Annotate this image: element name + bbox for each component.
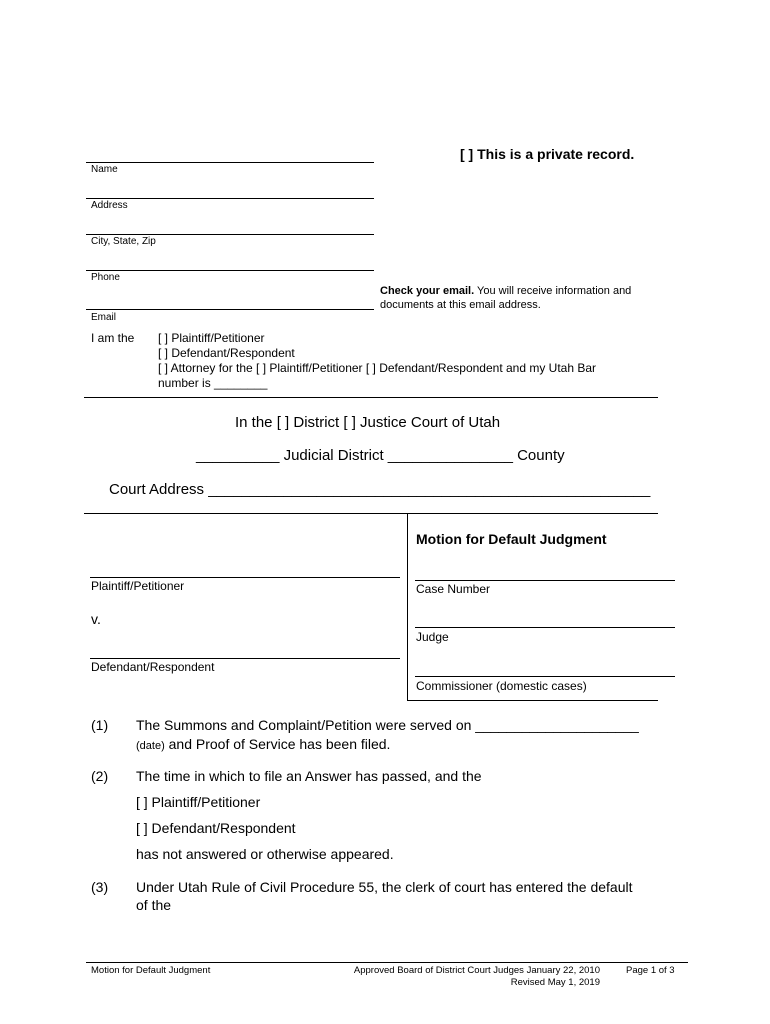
email-note-bold: Check your email. xyxy=(380,285,475,297)
commissioner-line xyxy=(415,676,675,677)
email-note-line2: documents at this email address. xyxy=(380,299,541,311)
role-attorney-option[interactable]: [ ] Attorney for the [ ] Plaintiff/Petitioner [ ] Defendant/Respondent and my Utah Bar xyxy=(158,361,597,375)
paragraph-3-line2: of the xyxy=(136,897,172,913)
phone-label: Phone xyxy=(91,272,120,283)
court-district-county[interactable]: __________ Judicial District _______________ County xyxy=(196,447,565,464)
email-line xyxy=(86,309,374,310)
case-number-label: Case Number xyxy=(416,582,491,596)
paragraph-2-line2: has not answered or otherwise appeared. xyxy=(136,846,394,862)
name-label: Name xyxy=(91,164,118,175)
paragraph-1-line2 xyxy=(136,736,390,754)
email-label: Email xyxy=(91,312,117,323)
email-note-line1: You will receive information and xyxy=(474,285,632,297)
city-label: City, State, Zip xyxy=(91,236,156,247)
footer-approval xyxy=(330,965,600,989)
paragraph-2-defendant-option[interactable]: [ ] Defendant/Respondent xyxy=(136,820,296,836)
paragraph-3-number: (3) xyxy=(91,879,109,895)
address-label: Address xyxy=(91,200,128,211)
phone-line xyxy=(86,270,374,271)
paragraph-1-number: (1) xyxy=(91,717,109,733)
role-options xyxy=(158,331,596,391)
paragraph-1-line1[interactable]: The Summons and Complaint/Petition were served on _____________________ xyxy=(136,717,639,733)
footer-rule xyxy=(86,962,688,963)
name-line xyxy=(86,162,374,163)
footer-revised: Revised May 1, 2019 xyxy=(510,977,600,988)
case-number-line xyxy=(415,580,675,581)
paragraph-1-line2-text: and Proof of Service has been filed. xyxy=(164,736,391,752)
caption-bottom-rule xyxy=(407,700,658,701)
footer-page-number: Page 1 of 3 xyxy=(626,965,675,976)
role-plaintiff-option[interactable]: [ ] Plaintiff/Petitioner xyxy=(158,331,265,345)
caption-divider xyxy=(407,513,408,701)
footer-form-name: Motion for Default Judgment xyxy=(91,965,211,976)
commissioner-label: Commissioner (domestic cases) xyxy=(416,679,587,693)
paragraph-2-plaintiff-option[interactable]: [ ] Plaintiff/Petitioner xyxy=(136,794,261,810)
email-note xyxy=(380,284,631,312)
footer-approved: Approved Board of District Court Judges January 22, 2010 xyxy=(353,965,600,976)
defendant-label: Defendant/Respondent xyxy=(91,660,215,674)
court-address[interactable]: Court Address _____________________________________________________ xyxy=(109,481,651,498)
date-hint: (date) xyxy=(136,740,165,752)
plaintiff-label: Plaintiff/Petitioner xyxy=(91,579,185,593)
versus: v. xyxy=(91,611,101,627)
caption-top-rule xyxy=(84,513,658,514)
address-line xyxy=(86,198,374,199)
paragraph-3-line1: Under Utah Rule of Civil Procedure 55, the clerk of court has entered the default xyxy=(136,879,633,895)
city-line xyxy=(86,234,374,235)
document-title: Motion for Default Judgment xyxy=(416,531,607,547)
judge-label: Judge xyxy=(416,630,449,644)
paragraph-2-line1: The time in which to file an Answer has passed, and the xyxy=(136,768,482,784)
role-label: I am the xyxy=(91,331,135,345)
role-bar-number[interactable]: number is ________ xyxy=(158,376,268,390)
court-type[interactable]: In the [ ] District [ ] Justice Court of Utah xyxy=(235,414,501,431)
private-record-checkbox[interactable]: [ ] This is a private record. xyxy=(460,146,635,162)
judge-line xyxy=(415,627,675,628)
defendant-line xyxy=(90,658,400,659)
paragraph-2-number: (2) xyxy=(91,768,109,784)
role-defendant-option[interactable]: [ ] Defendant/Respondent xyxy=(158,346,295,360)
plaintiff-line xyxy=(90,577,400,578)
header-divider xyxy=(84,397,658,398)
